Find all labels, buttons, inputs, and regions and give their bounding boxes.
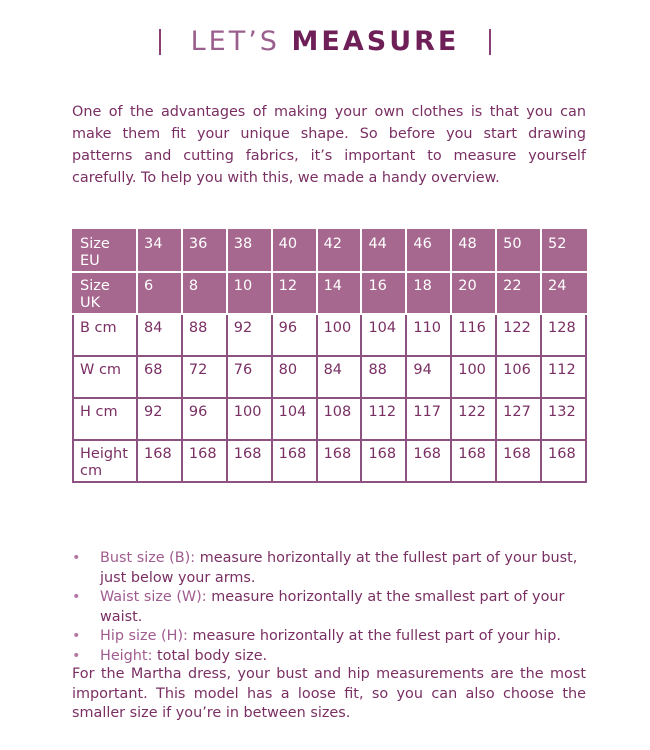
table-cell: 122 (451, 398, 496, 440)
table-cell: 127 (496, 398, 541, 440)
bullet-icon: • (72, 647, 81, 664)
table-cell: 168 (361, 440, 406, 482)
table-cell: 94 (406, 356, 451, 398)
table-cell: 104 (361, 314, 406, 356)
row-label: Height cm (73, 440, 137, 482)
list-item (72, 549, 587, 588)
list-item (72, 647, 587, 667)
table-cell: 6 (137, 272, 182, 314)
table-cell: 88 (361, 356, 406, 398)
table-cell: 46 (406, 230, 451, 272)
table-row (73, 230, 586, 272)
table-cell: 108 (317, 398, 362, 440)
table-cell: 168 (272, 440, 317, 482)
table-cell: 168 (317, 440, 362, 482)
table-cell: 168 (541, 440, 586, 482)
measurement-definitions (72, 549, 587, 666)
table-cell: 112 (541, 356, 586, 398)
table-row (73, 440, 586, 482)
row-label: W cm (73, 356, 137, 398)
table-cell: 116 (451, 314, 496, 356)
table-cell: 112 (361, 398, 406, 440)
table-cell: 100 (317, 314, 362, 356)
table-cell: 110 (406, 314, 451, 356)
table-cell: 168 (137, 440, 182, 482)
table-cell: 168 (227, 440, 272, 482)
bullet-icon: • (72, 589, 81, 605)
bullet-icon: • (72, 628, 81, 644)
table-cell: 68 (137, 356, 182, 398)
table-cell: 92 (137, 398, 182, 440)
table-cell: 50 (496, 230, 541, 272)
table-cell: 132 (541, 398, 586, 440)
title-left-divider (159, 29, 161, 55)
row-label: H cm (73, 398, 137, 440)
table-cell: 52 (541, 230, 586, 272)
table-cell: 84 (317, 356, 362, 398)
table-cell: 18 (406, 272, 451, 314)
table-cell: 106 (496, 356, 541, 398)
row-label: Size UK (73, 272, 137, 314)
table-cell: 100 (227, 398, 272, 440)
definition-term: Height: (100, 647, 153, 664)
bullet-icon: • (72, 550, 81, 566)
table-cell: 128 (541, 314, 586, 356)
table-cell: 22 (496, 272, 541, 314)
table-cell: 24 (541, 272, 586, 314)
table-cell: 38 (227, 230, 272, 272)
table-cell: 168 (182, 440, 227, 482)
intro-paragraph: One of the advantages of making your own clothes is that you can make them fit your unique shape. So before you start drawing patterns and cutting fabrics, it’s important to measure yourself carefully. To help you with this, we made a handy overview. (72, 104, 586, 186)
table-cell: 8 (182, 272, 227, 314)
title-bold-word: MEASURE (291, 26, 460, 57)
table-cell: 12 (272, 272, 317, 314)
table-row (73, 314, 586, 356)
list-item (72, 588, 587, 627)
table-cell: 92 (227, 314, 272, 356)
table-cell: 117 (406, 398, 451, 440)
table-cell: 96 (182, 398, 227, 440)
table-cell: 100 (451, 356, 496, 398)
table-cell: 168 (496, 440, 541, 482)
table-cell: 16 (361, 272, 406, 314)
table-cell: 72 (182, 356, 227, 398)
table-row (73, 356, 586, 398)
list-item (72, 627, 587, 647)
definition-term: Hip size (H): (100, 628, 188, 644)
definition-text: total body size. (152, 647, 268, 664)
table-cell: 20 (451, 272, 496, 314)
table-cell: 96 (272, 314, 317, 356)
title-light-word: LET’S (190, 26, 280, 57)
table-cell: 48 (451, 230, 496, 272)
table-cell: 76 (227, 356, 272, 398)
table-cell: 168 (451, 440, 496, 482)
page-title (0, 26, 650, 57)
row-label: Size EU (73, 230, 137, 272)
title-text (191, 26, 460, 57)
table-cell: 36 (182, 230, 227, 272)
definition-text: measure horizontally at the fullest part of your hip. (187, 628, 561, 644)
table-row (73, 272, 586, 314)
table-cell: 40 (272, 230, 317, 272)
definition-text: measure horizontally at the smallest part of your waist. (100, 589, 565, 625)
table-row (73, 398, 586, 440)
table-cell: 122 (496, 314, 541, 356)
table-cell: 14 (317, 272, 362, 314)
table-cell: 42 (317, 230, 362, 272)
row-label: B cm (73, 314, 137, 356)
definition-term: Bust size (B): (100, 550, 196, 566)
table-cell: 80 (272, 356, 317, 398)
table-cell: 168 (406, 440, 451, 482)
table-cell: 34 (137, 230, 182, 272)
definition-term: Waist size (W): (100, 589, 207, 605)
table-cell: 44 (361, 230, 406, 272)
definition-text: measure horizontally at the fullest part of your bust, just below your arms. (100, 550, 578, 586)
outro-paragraph: For the Martha dress, your bust and hip measurements are the most important. This model has a loose fit, so you can also choose the smaller size if you’re in between sizes. (72, 666, 586, 721)
table-cell: 84 (137, 314, 182, 356)
size-chart-table (72, 229, 587, 483)
table-cell: 88 (182, 314, 227, 356)
table-cell: 104 (272, 398, 317, 440)
table-cell: 10 (227, 272, 272, 314)
title-right-divider (489, 29, 491, 55)
